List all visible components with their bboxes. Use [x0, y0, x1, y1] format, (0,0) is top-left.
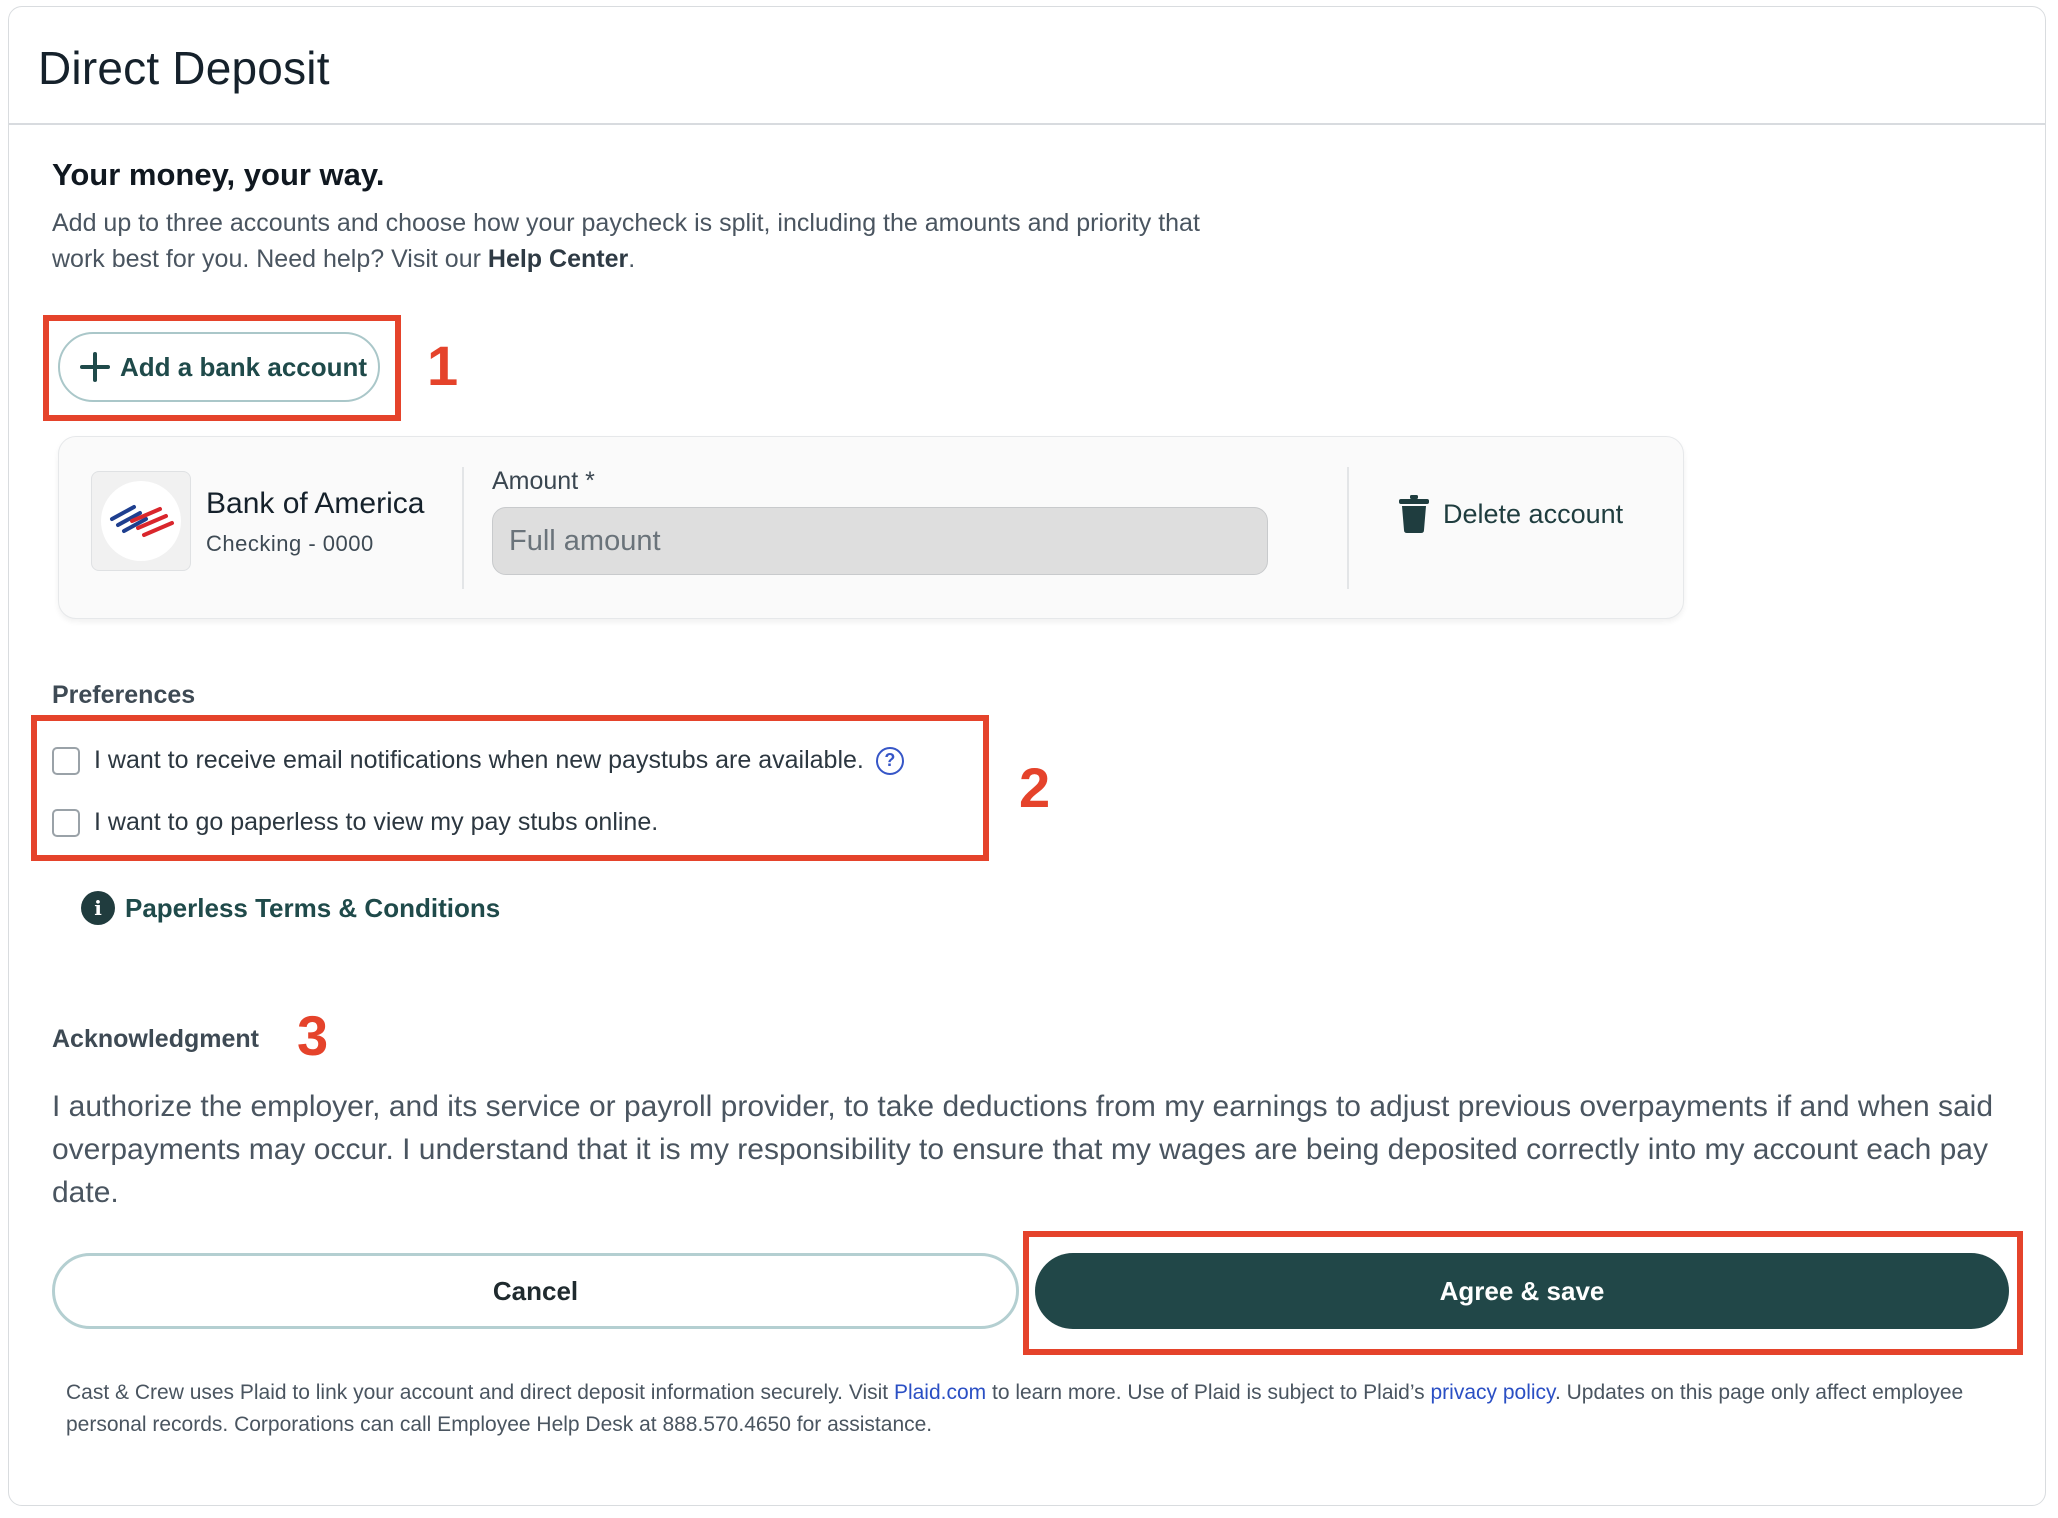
delete-account-label: Delete account — [1443, 498, 1624, 529]
question-help-icon[interactable]: ? — [876, 747, 904, 775]
info-icon: i — [81, 891, 115, 925]
annotation-number-1: 1 — [427, 334, 459, 397]
intro-text-part: Add up to three accounts and choose how your paycheck is split, including the amounts and priority that work best for you. Need help? Visit our — [52, 209, 1200, 273]
card-divider — [1347, 467, 1349, 589]
paperless-terms-label: Paperless Terms & Conditions — [125, 892, 501, 923]
acknowledgment-text: I authorize the employer, and its service or payroll provider, to take deductions from my earnings to adjust previous overpayments if and when said overpayments may occur. I understand that it is my responsibility to ensure that my wages are being deposited correctly into my account each pay date. — [52, 1090, 1994, 1209]
bank-logo — [91, 471, 191, 571]
annotation-box-4 — [1023, 1231, 2023, 1355]
add-bank-account-label: Add a bank account — [120, 351, 368, 382]
annotation-box-2 — [31, 715, 989, 861]
annotation-number-2: 2 — [1019, 756, 1051, 819]
bank-account-card — [58, 436, 1684, 619]
agree-save-button[interactable]: Agree & save — [1035, 1253, 2009, 1329]
footer-disclaimer — [66, 1377, 2006, 1441]
bank-name: Bank of America — [206, 487, 425, 520]
amount-input[interactable] — [492, 507, 1268, 575]
acknowledgment-title: Acknowledgment — [52, 1025, 259, 1053]
delete-account-button[interactable] — [1399, 495, 1623, 533]
annotation-box-1 — [43, 315, 401, 421]
page-title: Direct Deposit — [38, 42, 330, 94]
help-center-link[interactable]: Help Center — [487, 245, 629, 273]
amount-label: Amount * — [492, 467, 595, 495]
bank-of-america-flag-icon — [106, 501, 176, 541]
annotation-number-3: 3 — [297, 1004, 329, 1067]
intro-text — [52, 205, 1232, 277]
intro-text-end: . — [628, 245, 636, 273]
section-heading: Your money, your way. — [52, 157, 385, 192]
cancel-button[interactable]: Cancel — [52, 1253, 1019, 1329]
plaid-link[interactable]: Plaid.com — [893, 1381, 987, 1404]
direct-deposit-panel — [8, 6, 2046, 1506]
preferences-title: Preferences — [52, 681, 196, 709]
paperless-label: I want to go paperless to view my pay stubs online. — [94, 808, 659, 836]
account-type-number: Checking - 0000 — [206, 531, 374, 556]
paperless-terms-link[interactable] — [81, 891, 500, 925]
card-divider — [462, 467, 464, 589]
footer-text-part: . Updates on this page only affect employee personal records. Corporations can call Employee Help Desk at 888.570.4650 for assistance. — [66, 1381, 1964, 1436]
footer-text-part: to learn more. Use of Plaid is subject to Plaid’s — [986, 1381, 1431, 1404]
footer-text-part: Cast & Crew uses Plaid to link your account and direct deposit information securely. Visit — [66, 1381, 894, 1404]
page-header — [9, 7, 2045, 125]
privacy-policy-link[interactable]: privacy policy — [1430, 1381, 1555, 1404]
trash-icon — [1399, 495, 1429, 533]
email-notification-label: I want to receive email notifications when new paystubs are available. — [94, 746, 864, 774]
